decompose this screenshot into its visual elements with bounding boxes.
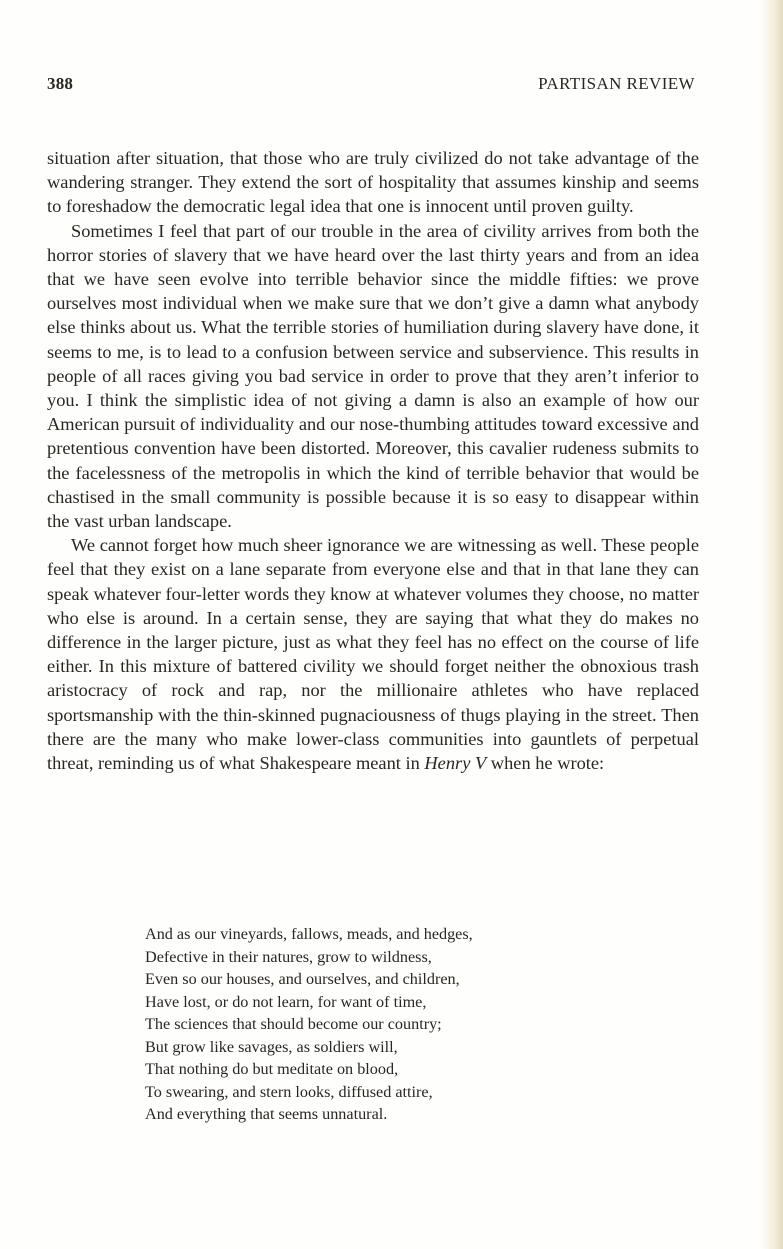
paragraph-ignorance	[47, 533, 699, 775]
verse-line: The sciences that should become our country;	[145, 1015, 442, 1033]
verse-line: Even so our houses, and ourselves, and children,	[145, 970, 460, 988]
play-title: Henry V	[424, 753, 487, 774]
paragraph-ignorance-tail: when he wrote:	[486, 753, 605, 774]
page-number: 388	[47, 74, 74, 93]
verse-line: Defective in their natures, grow to wildness,	[145, 947, 432, 966]
page-edge-shadow	[761, 0, 783, 1249]
paragraph-civility: Sometimes I feel that part of our trouble in the area of civility arrives from both the horror stories of slavery that we have heard over the last thirty years and from an idea that we have seen evolve into terrible behavior since the middle fifties: we prove ourselves most individual when we make sure that we don’t give a damn what anybody else thinks about us. What the terrible stories of humiliation during slavery have done, it seems to me, is to lead to a confusion between service and subservience. This results in people of all races giving you bad service in order to prove that they aren’t inferior to you. I think the simplistic idea of not giving a damn is also an example of how our American pursuit of individuality and our nose-thumbing attitudes toward excessive and pretentious convention have been distorted. Moreover, this cavalier rudeness submits to the facelessness of the metropolis in which the kind of terrible behavior that would be chastised in the small community is possible because it is so easy to disappear within the vast urban landscape.	[47, 220, 699, 532]
verse-line: But grow like savages, as soldiers will,	[145, 1037, 398, 1056]
verse-line: And as our vineyards, fallows, meads, and hedges,	[145, 925, 473, 943]
verse-line: Have lost, or do not learn, for want of time,	[145, 992, 427, 1011]
running-head: PARTISAN REVIEW	[538, 74, 695, 93]
paragraph-continuation: situation after situation, that those who are truly civilized do not take advantage of the wandering stranger. They extend the sort of hospitality that assumes kinship and seems to foreshadow the democratic legal idea that one is innocent until proven guilty.	[47, 148, 699, 217]
paragraph-ignorance-text: We cannot forget how much sheer ignorance we are witnessing as well. These people feel that they exist on a lane separate from everyone else and that in that lane they can speak whatever four-letter words they know at whatever volumes they choose, no matter who else is around. In a certain sense, they are saying that what they do makes no difference in the larger picture, just as what they feel has no effect on the course of life either. In this mixture of battered civility we should forget neither the obnoxious trash aristocracy of rock and rap, nor the millionaire athletes who have replaced sportsmanship with the thin-skinned pugnaciousness of thugs playing in the street. Then there are the many who make lower-class communities into gauntlets of perpetual threat, reminding us of what Shakespeare meant in	[47, 535, 699, 774]
verse-quotation	[145, 923, 625, 1126]
verse-line: And everything that seems unnatural.	[145, 1105, 388, 1123]
verse-line: To swearing, and stern looks, diffused attire,	[145, 1082, 433, 1101]
page-header	[47, 74, 695, 98]
verse-line: That nothing do but meditate on blood,	[145, 1060, 399, 1078]
body-text	[47, 146, 699, 775]
